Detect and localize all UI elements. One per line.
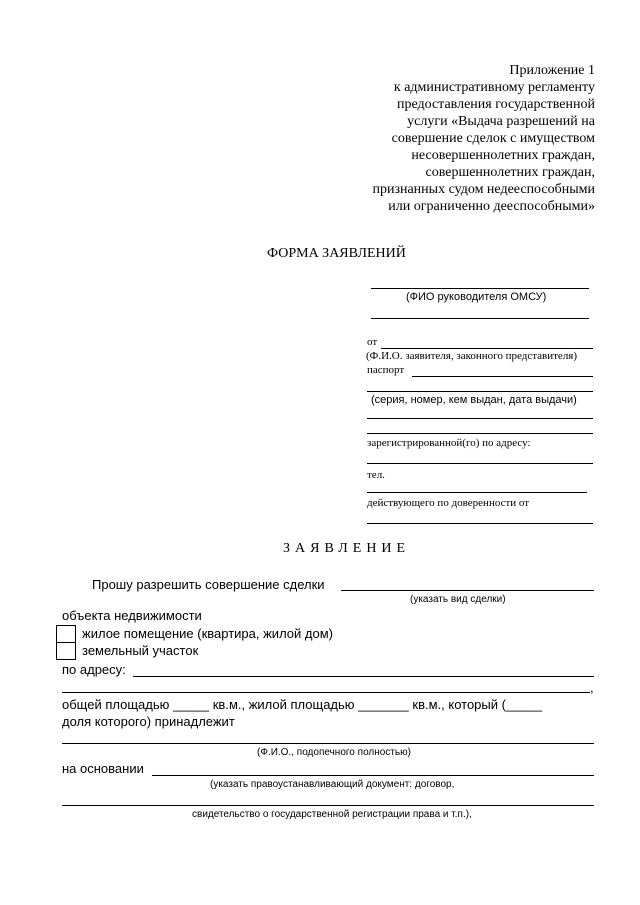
deal-caption: (указать вид сделки) (410, 594, 506, 605)
head-extra-line (371, 318, 589, 319)
proxy-label: действующего по доверенности от (367, 497, 530, 509)
passport-line (412, 376, 593, 377)
ward-caption: (Ф.И.О., подопечного полностью) (257, 747, 411, 758)
appendix-line-8: признанных судом недееспособными (372, 182, 595, 197)
passport-line-4 (367, 433, 593, 434)
appendix-line-5: совершение сделок с имуществом (391, 131, 595, 146)
phone-line (367, 492, 587, 493)
basis-line (152, 775, 594, 776)
appendix-line-2: к административному регламенту (393, 80, 595, 95)
appendix-line-7: совершеннолетних граждан, (425, 165, 595, 180)
passport-line-3 (367, 418, 593, 419)
ward-name-line (62, 743, 594, 744)
appendix-line-6: несовершеннолетних граждан, (411, 148, 595, 163)
statement-title: ЗАЯВЛЕНИЕ (283, 541, 411, 556)
certificate-caption: свидетельство о государственной регистрации права и т.п.), (192, 809, 472, 820)
passport-line-2 (367, 391, 593, 392)
form-title: ФОРМА ЗАЯВЛЕНИЙ (267, 246, 406, 261)
address-label: по адресу: (62, 662, 126, 677)
appendix-line-1: Приложение 1 (509, 63, 595, 78)
appendix-line-9: или ограниченно дееспособными» (388, 199, 595, 214)
basis-line-2 (62, 805, 594, 806)
phone-label: тел. (367, 469, 385, 481)
residential-checkbox[interactable] (56, 625, 76, 643)
land-checkbox[interactable] (56, 642, 76, 660)
deal-type-line (341, 590, 594, 591)
area-text: общей площадью _____ кв.м., жилой площадью _______ кв.м., который (_____ (62, 697, 543, 712)
registered-label: зарегистрированной(го) по адресу: (367, 437, 531, 449)
from-label: от (367, 336, 378, 348)
address-line (367, 463, 593, 464)
basis-caption: (указать правоустанавливающий документ: договор, (210, 779, 455, 790)
appendix-line-3: предоставления государственной (396, 97, 595, 112)
applicant-line (381, 348, 593, 349)
share-text: доля которого) принадлежит (62, 714, 235, 729)
property-address-line (133, 676, 594, 677)
applicant-caption: (Ф.И.О. заявителя, законного представителя) (366, 350, 578, 362)
proxy-line (367, 523, 593, 524)
property-address-line-2 (62, 692, 590, 693)
passport-label: паспорт (367, 364, 405, 376)
passport-caption: (серия, номер, кем выдан, дата выдачи) (371, 394, 577, 406)
head-name-line (371, 288, 589, 289)
option-land-label: земельный участок (82, 643, 199, 658)
property-label: объекта недвижимости (62, 608, 202, 623)
request-text: Прошу разрешить совершение сделки (92, 577, 325, 592)
head-caption: (ФИО руководителя ОМСУ) (406, 291, 547, 303)
appendix-line-4: услуги «Выдача разрешений на (407, 114, 595, 129)
option-residential-label: жилое помещение (квартира, жилой дом) (82, 626, 333, 641)
basis-label: на основании (62, 761, 144, 776)
comma-mark: , (590, 680, 594, 695)
